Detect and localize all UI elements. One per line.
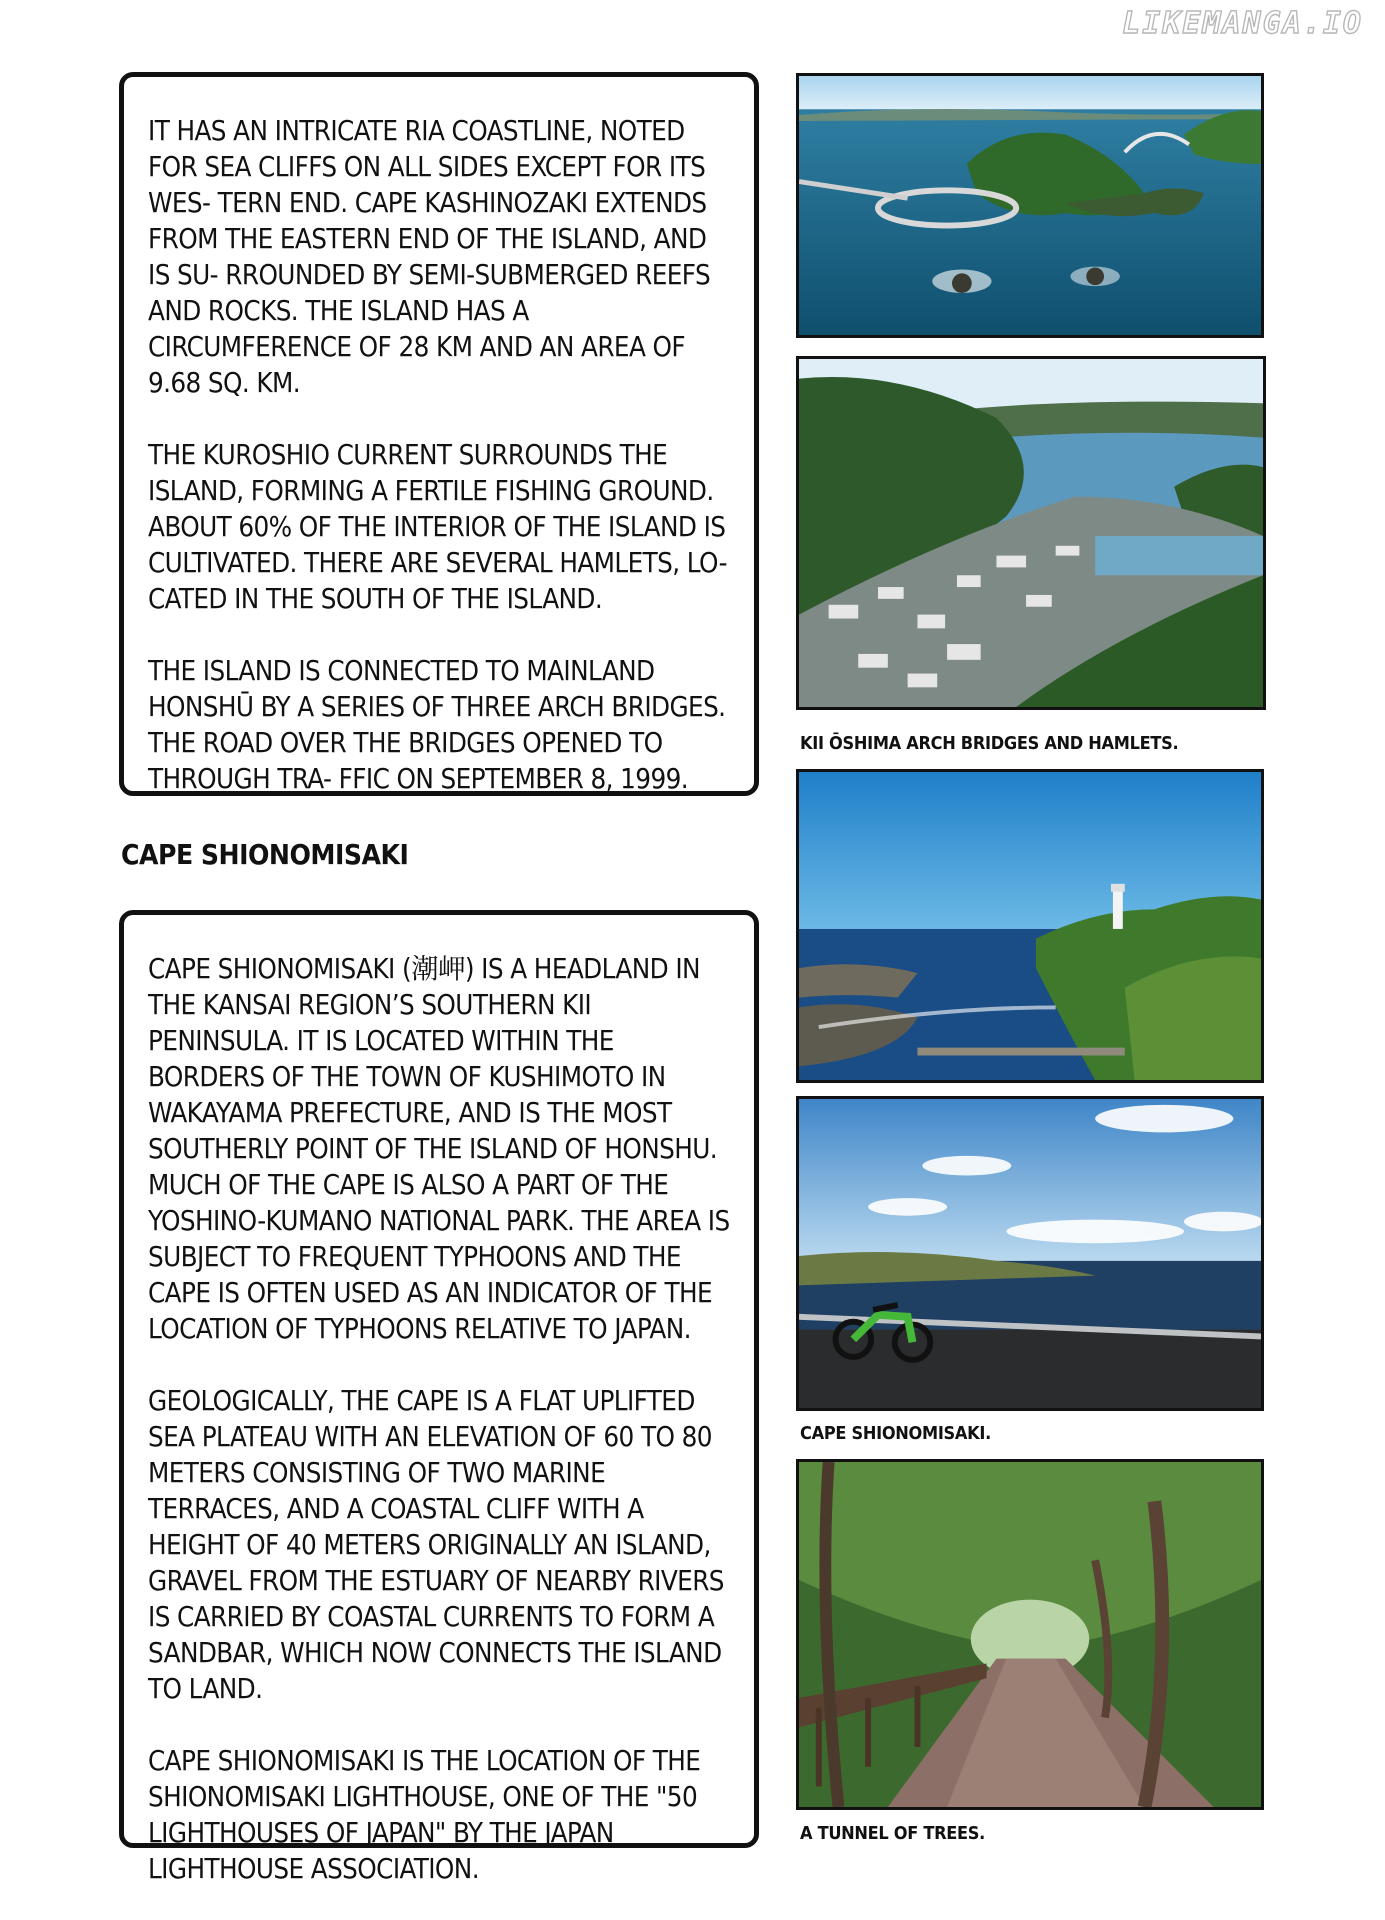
section-heading: CAPE SHIONOMISAKI: [121, 838, 409, 871]
paragraph: CAPE SHIONOMISAKI (潮岬) IS A HEADLAND IN THE KANSAI REGION’S SOUTHERN KII PENINSULA. IT IS LOCATED WITHIN THE BORDERS OF THE TOWN OF KUSHIMOTO IN WAKAYAMA PREFECTURE, AND IS THE MOST SOUTHERLY POINT OF THE ISLAND OF HONSHU. MUCH OF THE CAPE IS ALSO A PART OF THE YOSHINO-KUMANO NATIONAL PARK. THE AREA IS SUBJECT TO FREQUENT TYPHOONS AND THE CAPE IS OFTEN USED AS AN INDICATOR OF THE LOCATION OF TYPHOONS RELATIVE TO JAPAN.: [148, 953, 730, 1345]
photo-tunnel-of-trees: [796, 1459, 1264, 1810]
photo-arch-bridges: [796, 73, 1264, 338]
info-box-kii-oshima: [119, 72, 759, 796]
paragraph: IT HAS AN INTRICATE RIA COASTLINE, NOTED FOR SEA CLIFFS ON ALL SIDES EXCEPT FOR ITS WES- TERN END. CAPE KASHINOZAKI EXTENDS FROM THE EASTERN END OF THE ISLAND, AND IS SU- RROUNDED BY SEMI-SUBMERGED REEFS AND ROCKS. THE ISLAND HAS A CIRCUMFERENCE OF 28 KM AND AN AREA OF 9.68 SQ. KM.: [148, 115, 711, 399]
paragraph: THE KUROSHIO CURRENT SURROUNDS THE ISLAND, FORMING A FERTILE FISHING GROUND. ABOUT 60% OF THE INTERIOR OF THE ISLAND IS CULTIVATED. THERE ARE SEVERAL HAMLETS, LO- CATED IN THE SOUTH OF THE ISLAND.: [148, 439, 727, 615]
watermark: LIKEMANGA.IO: [1122, 6, 1363, 41]
paragraph: CAPE SHIONOMISAKI IS THE LOCATION OF THE SHIONOMISAKI LIGHTHOUSE, ONE OF THE "50 LIGHTHOUSES OF JAPAN" BY THE JAPAN LIGHTHOUSE ASSOCIATION.: [148, 1745, 701, 1885]
photo-cape-shionomisaki: [796, 1096, 1264, 1411]
photo-lighthouse: [796, 769, 1264, 1083]
caption-cape: CAPE SHIONOMISAKI.: [800, 1423, 991, 1444]
caption-trees: A TUNNEL OF TREES.: [800, 1823, 986, 1844]
info-box-cape-shionomisaki: [119, 910, 759, 1885]
photo-hamlets: [796, 356, 1266, 710]
caption-bridges: KII ŌSHIMA ARCH BRIDGES AND HAMLETS.: [800, 733, 1179, 754]
paragraph: THE ISLAND IS CONNECTED TO MAINLAND HONSHŪ BY A SERIES OF THREE ARCH BRIDGES. THE ROAD OVER THE BRIDGES OPENED TO THROUGH TRA- FFIC ON SEPTEMBER 8, 1999.: [148, 655, 726, 795]
paragraph: GEOLOGICALLY, THE CAPE IS A FLAT UPLIFTED SEA PLATEAU WITH AN ELEVATION OF 60 TO 80 METERS CONSISTING OF TWO MARINE TERRACES, AND A COASTAL CLIFF WITH A HEIGHT OF 40 METERS ORIGINALLY AN ISLAND, GRAVEL FROM THE ESTUARY OF NEARBY RIVERS IS CARRIED BY COASTAL CURRENTS TO FORM A SANDBAR, WHICH NOW CONNECTS THE ISLAND TO LAND.: [148, 1385, 724, 1705]
